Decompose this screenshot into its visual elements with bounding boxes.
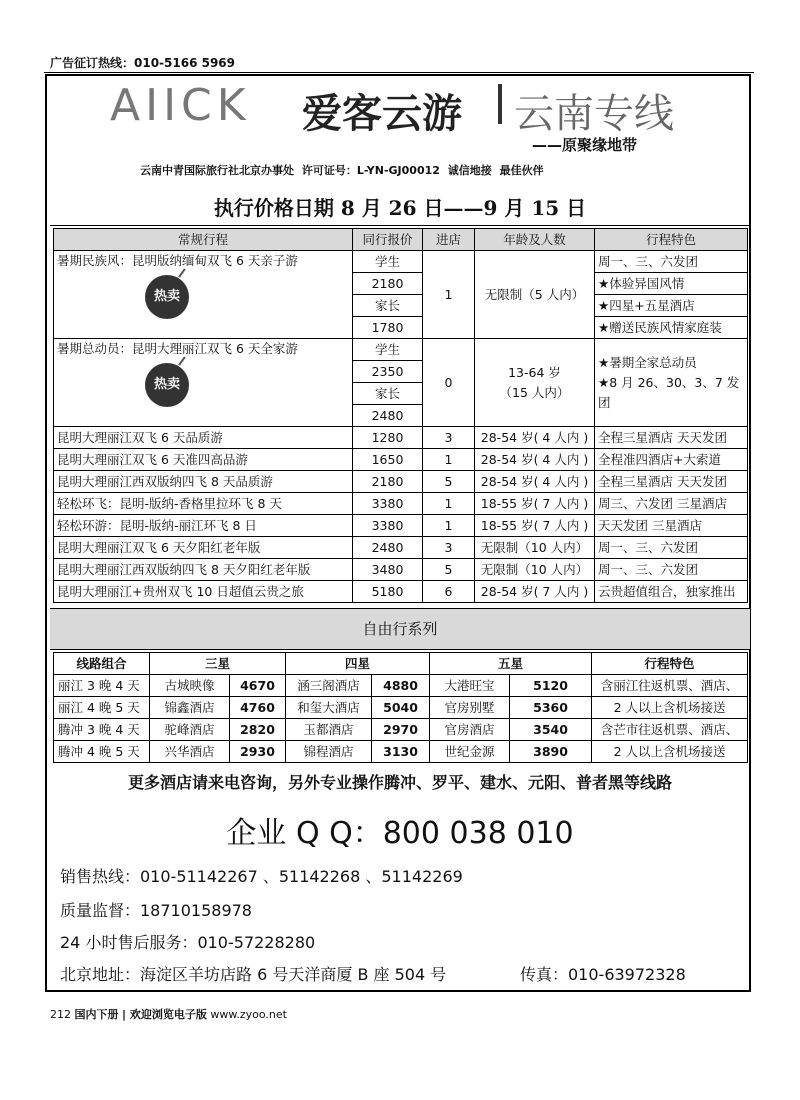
table-row	[54, 493, 748, 515]
table-row	[54, 515, 748, 537]
tour-table	[53, 228, 748, 603]
table-row	[54, 559, 748, 581]
feature-line: 2 人以上含机场接送	[592, 741, 748, 763]
col-price: 同行报价	[353, 229, 423, 251]
logo-english: AIICK	[110, 80, 251, 131]
col-five-star: 五星	[430, 653, 592, 675]
price: 2480	[353, 537, 423, 559]
col-age: 年龄及人数	[475, 229, 595, 251]
table-row	[54, 339, 748, 361]
age-count: （15 人内）	[499, 384, 570, 400]
five-star-hotel: 世纪金源	[430, 741, 510, 763]
route-cell	[54, 251, 353, 339]
five-star-price: 3890	[510, 741, 592, 763]
age: 18-55 岁( 7 人内 )	[475, 515, 595, 537]
feature-line: 2 人以上含机场接送	[592, 697, 748, 719]
feature-line: ★体验异国风情	[595, 273, 748, 295]
age: 28-54 岁( 4 人内 )	[475, 427, 595, 449]
age: 无限制（10 人内）	[475, 537, 595, 559]
table-row	[54, 449, 748, 471]
feature: 全程准四酒店+大索道	[595, 449, 748, 471]
route-name: 昆明大理丽江双飞 6 天准四高品游	[54, 449, 353, 471]
feature-line: ★暑期全家总动员	[598, 354, 697, 370]
four-star-hotel: 和玺大酒店	[286, 697, 372, 719]
free-table-header	[54, 653, 748, 675]
price: 3380	[353, 493, 423, 515]
col-route: 常规行程	[54, 229, 353, 251]
shops: 1	[423, 515, 475, 537]
three-star-price: 4670	[230, 675, 286, 697]
shops: 3	[423, 427, 475, 449]
table-row	[54, 427, 748, 449]
price: 1650	[353, 449, 423, 471]
feature: 周三、六发团 三星酒店	[595, 493, 748, 515]
route-combo: 腾冲 4 晚 5 天	[54, 741, 150, 763]
beijing-address: 北京地址：海淀区羊坊店路 6 号天洋商厦 B 座 504 号	[60, 965, 447, 984]
table-row	[54, 675, 748, 697]
route-name: 昆明大理丽江西双版纳四飞 8 天夕阳红老年版	[54, 559, 353, 581]
feature-line: 含芒市往返机票、酒店、	[592, 719, 748, 741]
route-name: 昆明大理丽江西双版纳四飞 8 天品质游	[54, 471, 353, 493]
three-star-hotel: 驼峰酒店	[150, 719, 230, 741]
page-footer: 212 国内下册 | 欢迎浏览电子版 www.zyoo.net	[50, 1008, 287, 1021]
route-combo: 丽江 4 晚 5 天	[54, 697, 150, 719]
hot-sale-badge: 热卖	[145, 363, 189, 407]
price: 5180	[353, 581, 423, 603]
feature-cell	[595, 339, 748, 427]
route-cell	[54, 339, 353, 427]
route-name: 暑期总动员：昆明大理丽江双飞 6 天全家游	[57, 341, 298, 356]
age: 28-54 岁( 7 人内 )	[475, 581, 595, 603]
route-name: 轻松环飞：昆明-版纳-香格里拉环飞 8 天	[54, 493, 353, 515]
col-features: 行程特色	[595, 229, 748, 251]
route-name: 暑期民族风：昆明版纳缅甸双飞 6 天亲子游	[57, 253, 298, 268]
feature-line: ★8 月 26、30、3、7 发团	[598, 374, 740, 410]
parent-label: 家长	[353, 295, 423, 317]
feature-line: ★赠送民族风情家庭装	[595, 317, 748, 339]
age-range: 13-64 岁	[508, 364, 561, 380]
shops-cell: 1	[423, 251, 475, 339]
dates-divider	[50, 225, 750, 226]
route-combo: 丽江 3 晚 4 天	[54, 675, 150, 697]
feature: 周一、三、六发团	[595, 537, 748, 559]
shops: 6	[423, 581, 475, 603]
table-row	[54, 581, 748, 603]
age: 28-54 岁( 4 人内 )	[475, 471, 595, 493]
student-label: 学生	[353, 251, 423, 273]
three-star-price: 2820	[230, 719, 286, 741]
age-cell: 无限制（5 人内）	[475, 251, 595, 339]
shops: 1	[423, 493, 475, 515]
age: 18-55 岁( 7 人内 )	[475, 493, 595, 515]
student-label: 学生	[353, 339, 423, 361]
agency-info: 云南中青国际旅行社北京办事处 许可证号：L-YN-GJ00012 诚信地接 最佳伙伴	[140, 164, 544, 177]
footer-url[interactable]: www.zyoo.net	[210, 1008, 287, 1021]
three-star-hotel: 兴华酒店	[150, 741, 230, 763]
table-row	[54, 697, 748, 719]
top-divider	[44, 72, 754, 73]
feature: 全程三星酒店 天天发团	[595, 427, 748, 449]
five-star-hotel: 大港旺宝	[430, 675, 510, 697]
route-name: 昆明大理丽江双飞 6 天品质游	[54, 427, 353, 449]
shops: 1	[423, 449, 475, 471]
feature: 周一、三、六发团	[595, 559, 748, 581]
feature-line: 周一、三、六发团	[595, 251, 748, 273]
enterprise-qq[interactable]: 企业 Q Q：800 038 010	[226, 816, 574, 851]
five-star-hotel: 官房别墅	[430, 697, 510, 719]
price: 3480	[353, 559, 423, 581]
four-star-hotel: 涵三阁酒店	[286, 675, 372, 697]
table-row	[54, 741, 748, 763]
page-number: 212	[50, 1008, 71, 1021]
five-star-hotel: 官房酒店	[430, 719, 510, 741]
ad-hotline: 广告征订热线：010-5166 5969	[50, 56, 236, 70]
four-star-hotel: 锦程酒店	[286, 741, 372, 763]
shops: 5	[423, 559, 475, 581]
free-travel-title: 自由行系列	[50, 608, 750, 650]
route-name: 昆明大理丽江双飞 6 天夕阳红老年版	[54, 537, 353, 559]
price: 3380	[353, 515, 423, 537]
feature-line: ★四星+五星酒店	[595, 295, 748, 317]
parent-label: 家长	[353, 383, 423, 405]
sales-hotline[interactable]: 销售热线：010-51142267 、51142268 、51142269	[60, 867, 463, 886]
feature: 全程三星酒店 天天发团	[595, 471, 748, 493]
col-four-star: 四星	[286, 653, 430, 675]
section-name: 国内下册	[74, 1008, 119, 1021]
price: 1280	[353, 427, 423, 449]
shops: 3	[423, 537, 475, 559]
route-name: 轻松环游：昆明-版纳-丽江环飞 8 日	[54, 515, 353, 537]
quality-supervision[interactable]: 质量监督：18710158978	[60, 901, 252, 920]
after-sales-service[interactable]: 24 小时售后服务：010-57228280	[60, 933, 316, 952]
student-price: 2350	[353, 361, 423, 383]
route-name: 昆明大理丽江+贵州双飞 10 日超值云贵之旅	[54, 581, 353, 603]
table-row	[54, 719, 748, 741]
student-price: 2180	[353, 273, 423, 295]
fax-number[interactable]: 传真：010-63972328	[520, 965, 686, 984]
route-combo: 腾冲 3 晚 4 天	[54, 719, 150, 741]
logo-chinese: 爱客云游	[302, 91, 462, 137]
three-star-price: 4760	[230, 697, 286, 719]
col-three-star: 三星	[150, 653, 286, 675]
col-shops: 进店	[423, 229, 475, 251]
feature: 云贵超值组合，独家推出	[595, 581, 748, 603]
logo-line-name: 云南专线	[514, 91, 674, 137]
parent-price: 2480	[353, 405, 423, 427]
table-row	[54, 537, 748, 559]
feature: 天天发团 三星酒店	[595, 515, 748, 537]
col-route-combo: 线路组合	[54, 653, 150, 675]
three-star-hotel: 锦鑫酒店	[150, 697, 230, 719]
parent-price: 1780	[353, 317, 423, 339]
five-star-price: 5360	[510, 697, 592, 719]
col-free-features: 行程特色	[592, 653, 748, 675]
four-star-hotel: 玉都酒店	[286, 719, 372, 741]
five-star-price: 3540	[510, 719, 592, 741]
table-row	[54, 471, 748, 493]
footer-slogan: 欢迎浏览电子版	[129, 1008, 207, 1021]
hot-sale-badge: 热卖	[145, 275, 189, 319]
three-star-hotel: 古城映像	[150, 675, 230, 697]
age-cell	[475, 339, 595, 427]
price: 2180	[353, 471, 423, 493]
logo-divider	[498, 84, 502, 124]
table-row	[54, 251, 748, 273]
more-hotels-note: 更多酒店请来电咨询，另外专业操作腾冲、罗平、建水、元阳、普者黑等线路	[127, 773, 672, 792]
free-travel-table	[53, 652, 748, 763]
age: 无限制（10 人内）	[475, 559, 595, 581]
four-star-price: 5040	[372, 697, 430, 719]
four-star-price: 4880	[372, 675, 430, 697]
shops: 5	[423, 471, 475, 493]
subtitle: ——原聚缘地带	[532, 136, 638, 154]
age: 28-54 岁( 4 人内 )	[475, 449, 595, 471]
price-dates: 执行价格日期 8 月 26 日——9 月 15 日	[213, 196, 587, 220]
four-star-price: 3130	[372, 741, 430, 763]
four-star-price: 2970	[372, 719, 430, 741]
three-star-price: 2930	[230, 741, 286, 763]
tour-table-header	[54, 229, 748, 251]
five-star-price: 5120	[510, 675, 592, 697]
feature-line: 含丽江往返机票、酒店、	[592, 675, 748, 697]
shops-cell: 0	[423, 339, 475, 427]
